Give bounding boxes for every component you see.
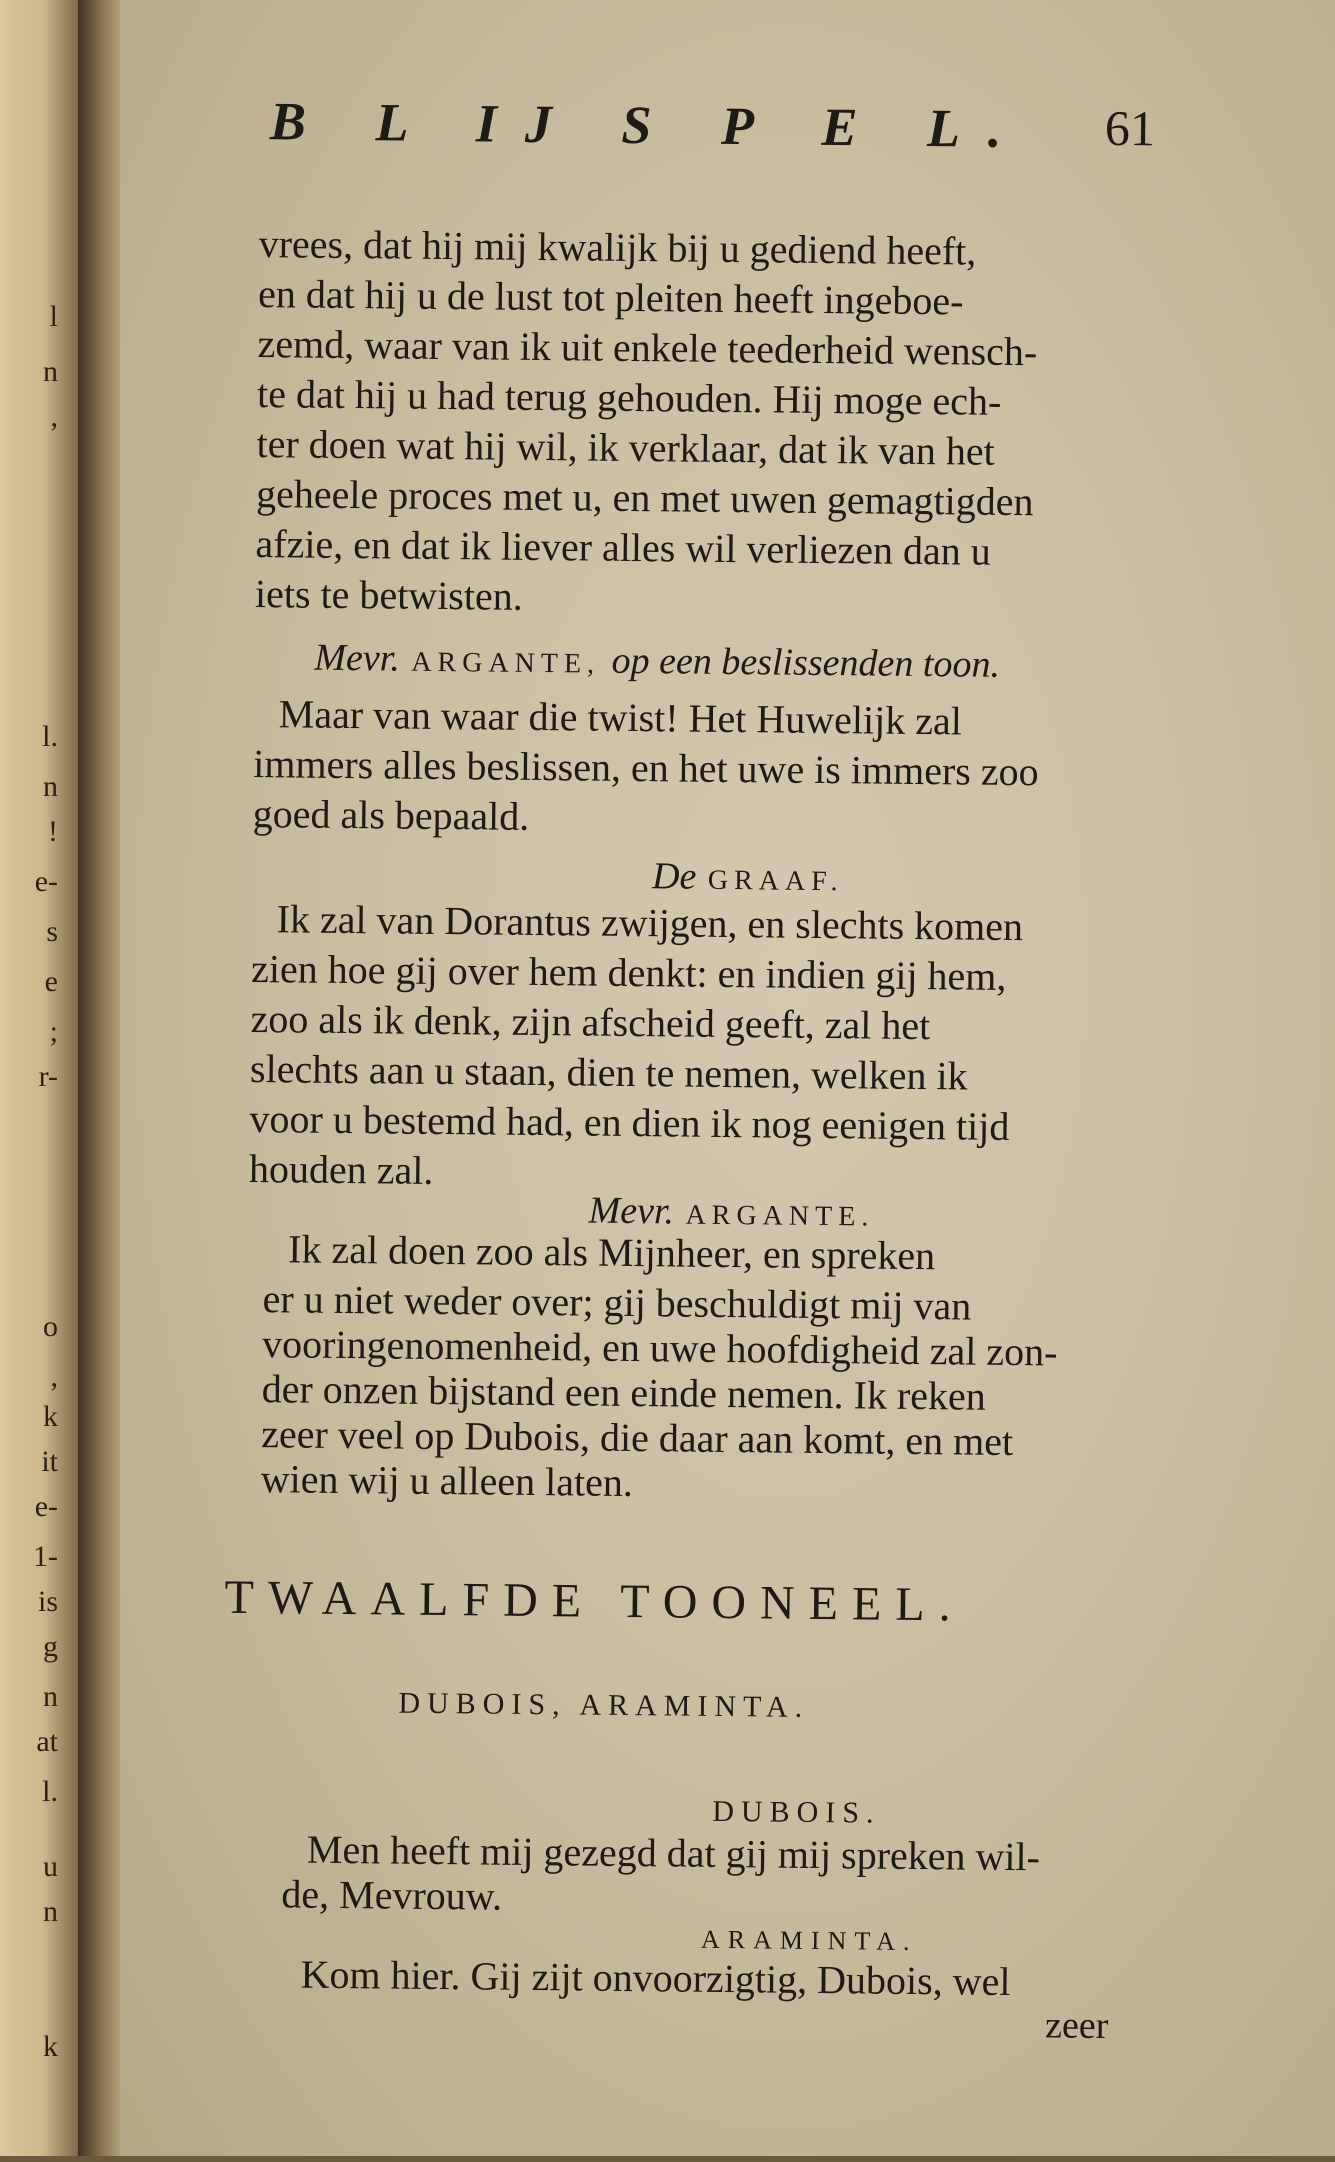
speaker-heading xyxy=(652,854,844,900)
speaker-heading xyxy=(314,636,1000,687)
running-head: B L IJ S P E L. xyxy=(269,91,1030,160)
left-fragment: , xyxy=(50,400,58,433)
text-line: ter doen wat hij wil, ik verklaar, dat ik van het xyxy=(256,421,995,474)
text-line: en dat hij u de lust tot pleiten heeft ingeboe- xyxy=(257,271,964,324)
left-fragment: n xyxy=(43,1895,58,1928)
catchword: zeer xyxy=(1044,2004,1109,2048)
left-page-fragments xyxy=(0,0,58,2156)
page-number: 61 xyxy=(1104,99,1156,157)
text-line: immers alles beslissen, en het uwe is immers zoo xyxy=(253,741,1039,795)
text-line: Maar van waar die twist! Het Huwelijk zal xyxy=(278,691,963,744)
text-line: zien hoe gij over hem denkt: en indien gij hem, xyxy=(250,946,1007,999)
left-fragment: is xyxy=(37,1585,58,1618)
text-line: afzie, en dat ik liever alles wil verliezen dan u xyxy=(255,521,991,574)
text-line: vooringenomenheid, en uwe hoofdigheid zal zon- xyxy=(261,1321,1058,1375)
text-line: voor u bestemd had, en dien ik nog eenigen tijd xyxy=(249,1095,1010,1149)
speaker-title: Mevr. xyxy=(588,1189,675,1233)
left-fragment: n xyxy=(43,770,58,803)
text-line: iets te betwisten. xyxy=(254,571,523,619)
left-fragment: e xyxy=(44,965,58,998)
speaker-name: DUBOIS. xyxy=(712,1794,881,1830)
left-fragment: o xyxy=(43,1310,58,1343)
left-fragment: e- xyxy=(34,865,58,898)
text-line: goed als bepaald. xyxy=(252,791,530,839)
left-fragment: r- xyxy=(38,1060,58,1093)
text-line: de, Mevrouw. xyxy=(281,1871,503,1919)
left-fragment: n xyxy=(43,355,58,388)
text-line: zemd, waar van ik uit enkele teederheid wensch- xyxy=(257,321,1038,375)
left-fragment: l xyxy=(49,300,58,333)
text-line: zeer veel op Dubois, die daar aan komt, en met xyxy=(261,1411,1014,1465)
page-content xyxy=(109,0,1335,2162)
left-fragment: ; xyxy=(49,1015,58,1048)
left-fragment: g xyxy=(43,1630,58,1663)
left-fragment: ! xyxy=(48,815,58,848)
speaker-name: ARAMINTA. xyxy=(700,1924,918,1957)
text-line: zoo als ik denk, zijn afscheid geeft, zal het xyxy=(250,996,931,1049)
text-line: vrees, dat hij mij kwalijk bij u gediend heeft, xyxy=(258,221,977,274)
left-fragment: n xyxy=(43,1680,58,1713)
left-fragment: , xyxy=(50,1360,58,1393)
left-fragment: l. xyxy=(42,1775,58,1808)
right-page xyxy=(120,0,1335,2156)
text-line: geheele proces met u, en met uwen gemagtigden xyxy=(255,471,1034,525)
left-fragment: l. xyxy=(42,720,58,753)
text-line: wien wij u alleen laten. xyxy=(260,1456,634,1506)
left-fragment: s xyxy=(46,915,58,948)
text-line: der onzen bijstand een einde nemen. Ik reken xyxy=(261,1366,987,1419)
left-fragment: k xyxy=(43,2030,58,2063)
text-line: slechts aan u staan, dien te nemen, welken ik xyxy=(249,1046,968,1099)
speaker-name: ARGANTE. xyxy=(685,1199,875,1233)
text-line: Ik zal doen zoo als Mijnheer, en spreken xyxy=(287,1226,936,1279)
speaker-heading xyxy=(712,1795,881,1831)
scene-cast: DUBOIS, ARAMINTA. xyxy=(398,1686,810,1724)
text-line: Kom hier. Gij zijt onvoorzigtig, Dubois, wel xyxy=(300,1951,1011,2005)
text-line: houden zal. xyxy=(248,1145,434,1193)
text-line: te dat hij u had terug gehouden. Hij moge ech- xyxy=(256,371,1002,424)
left-fragment: u xyxy=(43,1850,58,1883)
left-fragment: at xyxy=(36,1725,58,1758)
speaker-name: GRAAF. xyxy=(707,864,844,898)
speaker-title: De xyxy=(651,855,697,898)
left-fragment: it xyxy=(41,1445,58,1478)
speaker-heading xyxy=(701,1925,918,1957)
left-fragment: k xyxy=(43,1400,58,1433)
speaker-name: ARGANTE, xyxy=(411,646,601,680)
text-line: Ik zal van Dorantus zwijgen, en slechts komen xyxy=(276,896,1024,950)
text-line: er u niet weder over; gij beschuldigt mij van xyxy=(262,1276,972,1329)
stage-direction: op een beslissenden toon. xyxy=(611,639,1001,686)
left-fragment: 1- xyxy=(33,1540,58,1573)
scene-title: TWAALFDE TOONEEL. xyxy=(224,1570,965,1632)
left-fragment: e- xyxy=(34,1490,58,1523)
speaker-title: Mevr. xyxy=(314,636,401,680)
text-line: Men heeft mij gezegd dat gij mij spreken wil- xyxy=(306,1826,1041,1880)
